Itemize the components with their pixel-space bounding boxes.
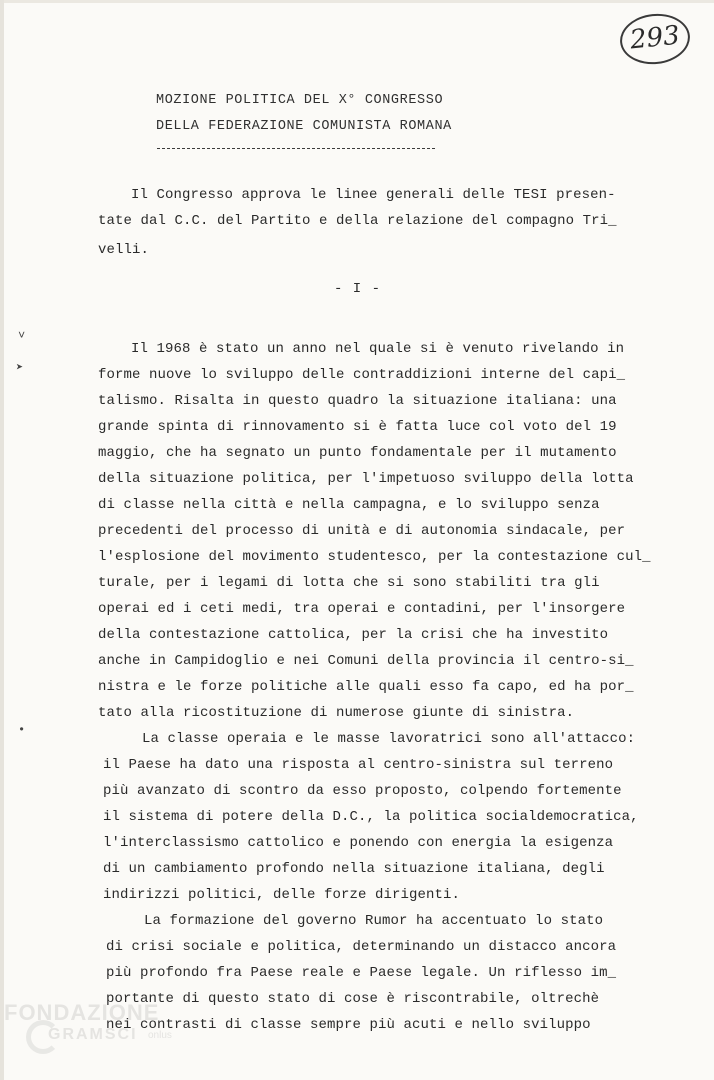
body-line: turale, per i legami di lotta che si sono stabiliti tra gli	[98, 575, 600, 591]
scan-edge-top	[0, 0, 714, 3]
body-line: l'interclassismo cattolico e ponendo con energia la esigenza	[103, 835, 614, 851]
scan-edge-left	[0, 0, 4, 1080]
section-number: - I -	[334, 281, 382, 297]
heading-underline	[157, 148, 435, 149]
body-line: nei contrasti di classe sempre più acuti e nello sviluppo	[106, 1017, 591, 1033]
margin-mark: ˅	[18, 329, 26, 343]
body-line: La classe operaia e le masse lavoratrici sono all'attacco:	[142, 731, 636, 747]
body-line: operai ed i ceti medi, tra operai e contadini, per l'insorgere	[98, 601, 626, 617]
body-line: anche in Campidoglio e nei Comuni della provincia il centro-si_	[98, 653, 634, 669]
intro-line: Il Congresso approva le linee generali delle TESI presen-	[131, 187, 616, 203]
body-line: della contestazione cattolica, per la crisi che ha investito	[98, 627, 609, 643]
body-line: indirizzi politici, delle forze dirigenti.	[103, 887, 461, 903]
body-line: talismo. Risalta in questo quadro la situazione italiana: una	[98, 393, 617, 409]
body-line: il sistema di potere della D.C., la politica socialdemocratica,	[103, 809, 639, 825]
heading-line-1: MOZIONE POLITICA DEL X° CONGRESSO	[156, 93, 444, 108]
margin-mark: •	[18, 723, 26, 737]
watermark-line-1: FONDAZIONE	[4, 1000, 160, 1025]
body-line: maggio, che ha segnato un punto fondamentale per il mutamento	[98, 445, 617, 461]
body-line: di classe nella città e nella campagna, e lo sviluppo senza	[98, 497, 600, 513]
body-line: tato alla ricostituzione di numerose giunte di sinistra.	[98, 705, 575, 721]
body-line: più profondo fra Paese reale e Paese legale. Un riflesso im_	[106, 965, 617, 981]
body-line: l'esplosione del movimento studentesco, per la contestazione cul_	[98, 549, 651, 565]
body-line: della situazione politica, per l'impetuoso sviluppo della lotta	[98, 471, 634, 487]
body-line: precedenti del processo di unità e di autonomia sindacale, per	[98, 523, 626, 539]
body-line: di crisi sociale e politica, determinando un distacco ancora	[106, 939, 617, 955]
heading-line-2: DELLA FEDERAZIONE COMUNISTA ROMANA	[156, 119, 452, 134]
body-line: Il 1968 è stato un anno nel quale si è venuto rivelando in	[131, 341, 625, 357]
body-line: più avanzato di scontro da esso proposto, colpendo fortemente	[103, 783, 622, 799]
body-line: nistra e le forze politiche alle quali esso fa capo, ed ha por_	[98, 679, 634, 695]
page-number: 293	[618, 10, 693, 67]
margin-arrow-icon: ➤	[16, 361, 24, 375]
body-line: portante di questo stato di cose è riscontrabile, oltrechè	[106, 991, 600, 1007]
body-line: La formazione del governo Rumor ha accentuato lo stato	[144, 913, 604, 929]
intro-line: velli.	[98, 242, 150, 258]
body-line: il Paese ha dato una risposta al centro-sinistra sul terreno	[103, 757, 614, 773]
body-line: forme nuove lo sviluppo delle contraddizioni interne del capi_	[98, 367, 626, 383]
body-line: di un cambiamento profondo nella situazione italiana, degli	[103, 861, 605, 877]
watermark-line-2: GRAMSCI	[48, 1026, 138, 1043]
watermark-line-3: onlus	[148, 1030, 172, 1041]
body-line: grande spinta di rinnovamento si è fatta luce col voto del 19	[98, 419, 617, 435]
fondazione-gramsci-watermark	[4, 1000, 204, 1070]
intro-line: tate dal C.C. del Partito e della relazione del compagno Tri_	[98, 213, 617, 229]
